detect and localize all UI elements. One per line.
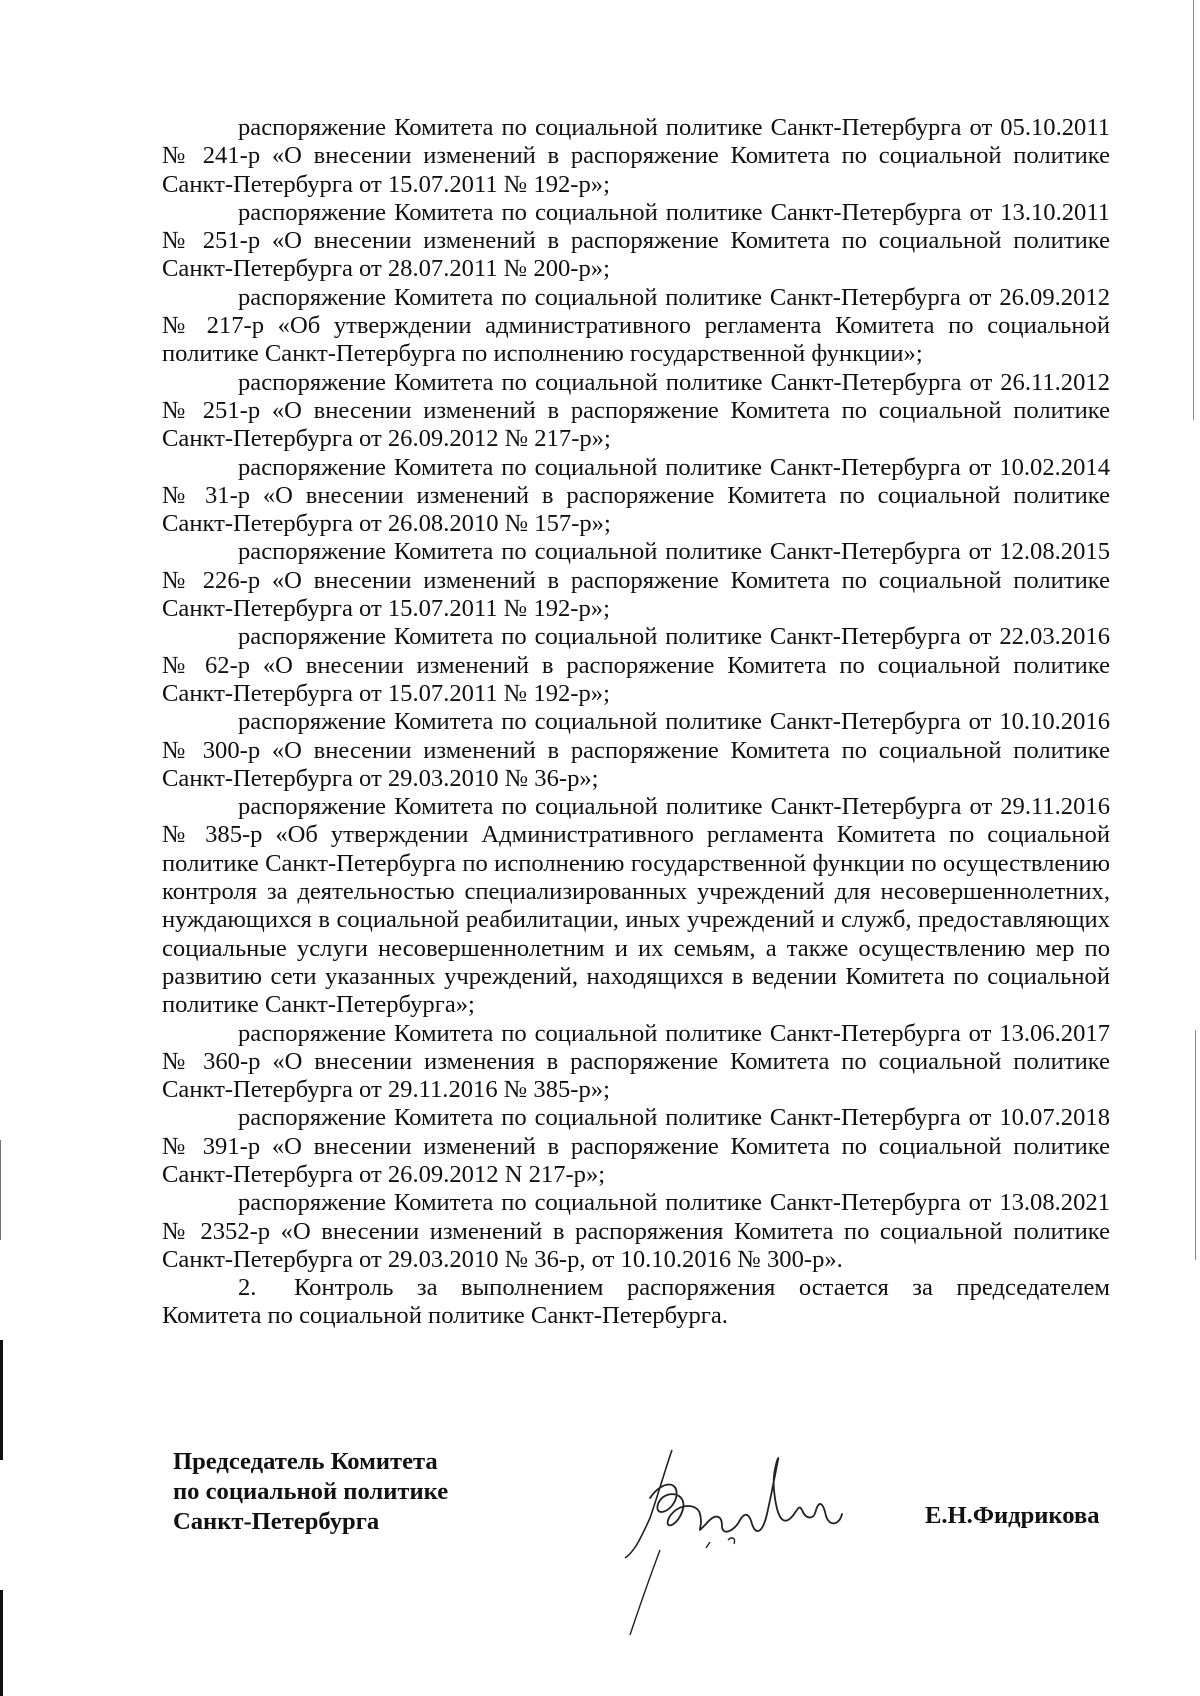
decree-item: распоряжение Комитета по социальной политике Санкт-Петербурга от 05.10.2011 № 241-р «О внесении изменений в распоряжение Комитета по социальной политике Санкт-Петербурга от 15.07.2011 № 192-р»; — [162, 114, 1110, 198]
decree-item: распоряжение Комитета по социальной политике Санкт-Петербурга от 26.09.2012 № 217-р «Об утверждении административного регламента Комитета по социальной политике Санкт-Петербурга по исполнению государственной функции»; — [162, 283, 1110, 368]
scan-edge-line — [0, 1140, 1, 1240]
decree-item: распоряжение Комитета по социальной политике Санкт-Петербурга от 10.10.2016 № 300-р «О внесении изменений в распоряжение Комитета по социальной политике Санкт-Петербурга от 29.03.2010 № 36-р»; — [162, 708, 1110, 792]
scan-edge-line — [0, 1590, 3, 1696]
handwritten-signature — [610, 1440, 890, 1640]
signatory-position — [173, 1447, 448, 1537]
decree-item: распоряжение Комитета по социальной политике Санкт-Петербурга от 22.03.2016 № 62-р «О внесении изменений в распоряжение Комитета по социальной политике Санкт-Петербурга от 15.07.2011 № 192-р»; — [162, 623, 1110, 707]
decree-item: распоряжение Комитета по социальной политике Санкт-Петербурга от 13.10.2011 № 251-р «О внесении изменений в распоряжение Комитета по социальной политике Санкт-Петербурга от 28.07.2011 № 200-р»; — [162, 198, 1110, 283]
decree-item: распоряжение Комитета по социальной политике Санкт-Петербурга от 13.08.2021 № 2352-р «О внесении изменений в распоряжения Комитета по социальной политике Санкт-Петербурга от 29.03.2010 № 36-р, от 10.10.2016 № 300-р». — [162, 1189, 1110, 1273]
position-line: по социальной политике — [173, 1478, 449, 1505]
decree-item: распоряжение Комитета по социальной политике Санкт-Петербурга от 29.11.2016 № 385-р «Об утверждении Административного регламента Комитета по социальной политике Санкт-Петербурга по исполнению государственной функции по осуществлению контроля за деятельностью специализированных учреждений для несовершеннолетних, нуждающихся в социальной реабилитации, иных учреждений и служб, предоставляющих социальные услуги несовершеннолетним и их семьям, а также осуществлению мер по развитию сети указанных учреждений, находящихся в ведении Комитета по социальной политике Санкт-Петербурга»; — [162, 793, 1110, 1019]
paragraph-number: 2. — [238, 1274, 257, 1302]
closing-paragraph — [162, 1274, 1110, 1331]
decree-item: распоряжение Комитета по социальной политике Санкт-Петербурга от 26.11.2012 № 251-р «О внесении изменений в распоряжение Комитета по социальной политике Санкт-Петербурга от 26.09.2012 № 217-р»; — [162, 368, 1110, 453]
position-line: Председатель Комитета — [173, 1448, 438, 1475]
closing-text: Контроль за выполнением распоряжения остается за председателем Комитета по социальной политике Санкт-Петербурга. — [162, 1274, 1110, 1330]
scan-edge-line — [1193, 0, 1194, 420]
scan-edge-line — [0, 1340, 3, 1460]
decree-item: распоряжение Комитета по социальной политике Санкт-Петербурга от 12.08.2015 № 226-р «О внесении изменений в распоряжение Комитета по социальной политике Санкт-Петербурга от 15.07.2011 № 192-р»; — [162, 538, 1110, 623]
signatory-name: Е.Н.Фидрикова — [925, 1502, 1100, 1529]
scan-edge-line — [1195, 1030, 1196, 1260]
decree-item: распоряжение Комитета по социальной политике Санкт-Петербурга от 10.07.2018 № 391-р «О внесении изменений в распоряжение Комитета по социальной политике Санкт-Петербурга от 26.09.2012 N 217-р»; — [162, 1104, 1110, 1188]
position-line: Санкт-Петербурга — [173, 1508, 380, 1535]
document-body — [162, 114, 1110, 1331]
decree-item: распоряжение Комитета по социальной политике Санкт-Петербурга от 13.06.2017 № 360-р «О внесении изменения в распоряжение Комитета по социальной политике Санкт-Петербурга от 29.11.2016 № 385-р»; — [162, 1019, 1110, 1104]
decree-item: распоряжение Комитета по социальной политике Санкт-Петербурга от 10.02.2014 № 31-р «О внесении изменений в распоряжение Комитета по социальной политике Санкт-Петербурга от 26.08.2010 № 157-р»; — [162, 453, 1110, 538]
